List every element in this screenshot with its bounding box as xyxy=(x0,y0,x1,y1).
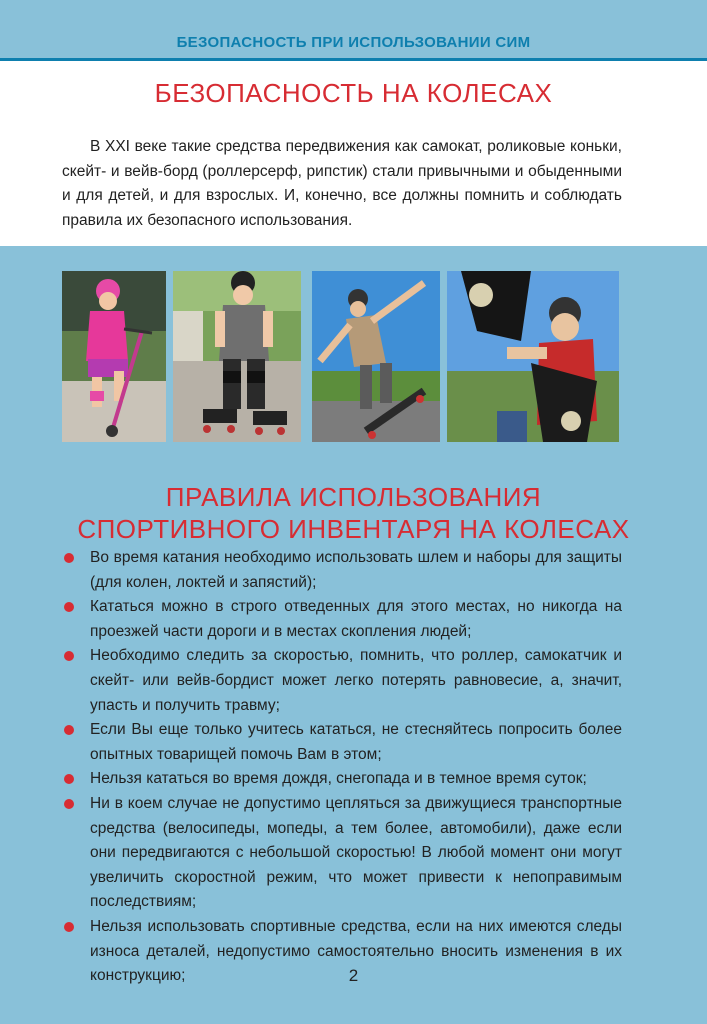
bullet-icon xyxy=(64,602,74,612)
rules-list xyxy=(62,546,622,989)
rule-text: Необходимо следить за скоростью, помнить, что роллер, самокатчик и скейт- или вейв-бордист может легко потерять равновесие, а, значит, упасть и получить травму; xyxy=(90,647,622,714)
photo-skateboard-boy xyxy=(312,271,440,442)
rule-text: Нельзя кататься во время дождя, снегопада и в темное время суток; xyxy=(90,770,587,788)
bullet-icon xyxy=(64,799,74,809)
rule-item xyxy=(62,644,622,718)
rules-title xyxy=(0,481,707,545)
page-number: 2 xyxy=(348,966,359,985)
running-header: БЕЗОПАСНОСТЬ ПРИ ИСПОЛЬЗОВАНИИ СИМ xyxy=(176,34,531,51)
rules-title-line1: ПРАВИЛА ИСПОЛЬЗОВАНИЯ xyxy=(165,482,542,512)
rule-item xyxy=(62,718,622,767)
rule-text: Кататься можно в строго отведенных для этого местах, но никогда на проезжей части дороги и в местах скопления людей; xyxy=(90,598,622,640)
photo-scooter-girl xyxy=(62,271,166,442)
rule-text: Нельзя использовать спортивные средства, если на них имеются следы износа деталей, недопустимо самостоятельно вносить изменения в их конструкцию; xyxy=(90,917,622,985)
photo-strip xyxy=(62,271,619,442)
rules-title-line2: СПОРТИВНОГО ИНВЕНТАРЯ НА КОЛЕСАХ xyxy=(77,514,630,544)
rule-text: Во время катания необходимо использовать шлем и наборы для защиты (для колен, локтей и запястий); xyxy=(90,549,622,591)
bullet-icon xyxy=(64,651,74,661)
rule-item xyxy=(62,792,622,915)
rule-item xyxy=(62,767,622,792)
section-title: БЕЗОПАСНОСТЬ НА КОЛЕСАХ xyxy=(154,78,553,108)
photo-roller-boy xyxy=(173,271,301,442)
bullet-icon xyxy=(64,922,74,932)
rule-item xyxy=(62,595,622,644)
bullet-icon xyxy=(64,774,74,784)
photo-waveboard-boy xyxy=(447,271,619,442)
rule-item xyxy=(62,546,622,595)
intro-paragraph: В XXI веке такие средства передвижения как самокат, роликовые коньки, скейт- и вейв-борд (роллерсерф, рипстик) стали привычными и обыденными и для детей, и для взрослых. И, конечно, все должны помнить и соблюдать правила их безопасного использования. xyxy=(62,138,622,229)
rule-text: Если Вы еще только учитесь кататься, не стесняйтесь попросить более опытных товарищей помочь Вам в этом; xyxy=(90,721,622,763)
bullet-icon xyxy=(64,725,74,735)
rule-text: Ни в коем случае не допустимо цепляться за движущиеся транспортные средства (велосипеды, мопеды, а тем более, автомобили), даже если они передвигаются с небольшой скоростью! В любой момент они могут увеличить скоростной режим, что может привести к непоправимым последствиям; xyxy=(90,794,622,911)
bullet-icon xyxy=(64,553,74,563)
